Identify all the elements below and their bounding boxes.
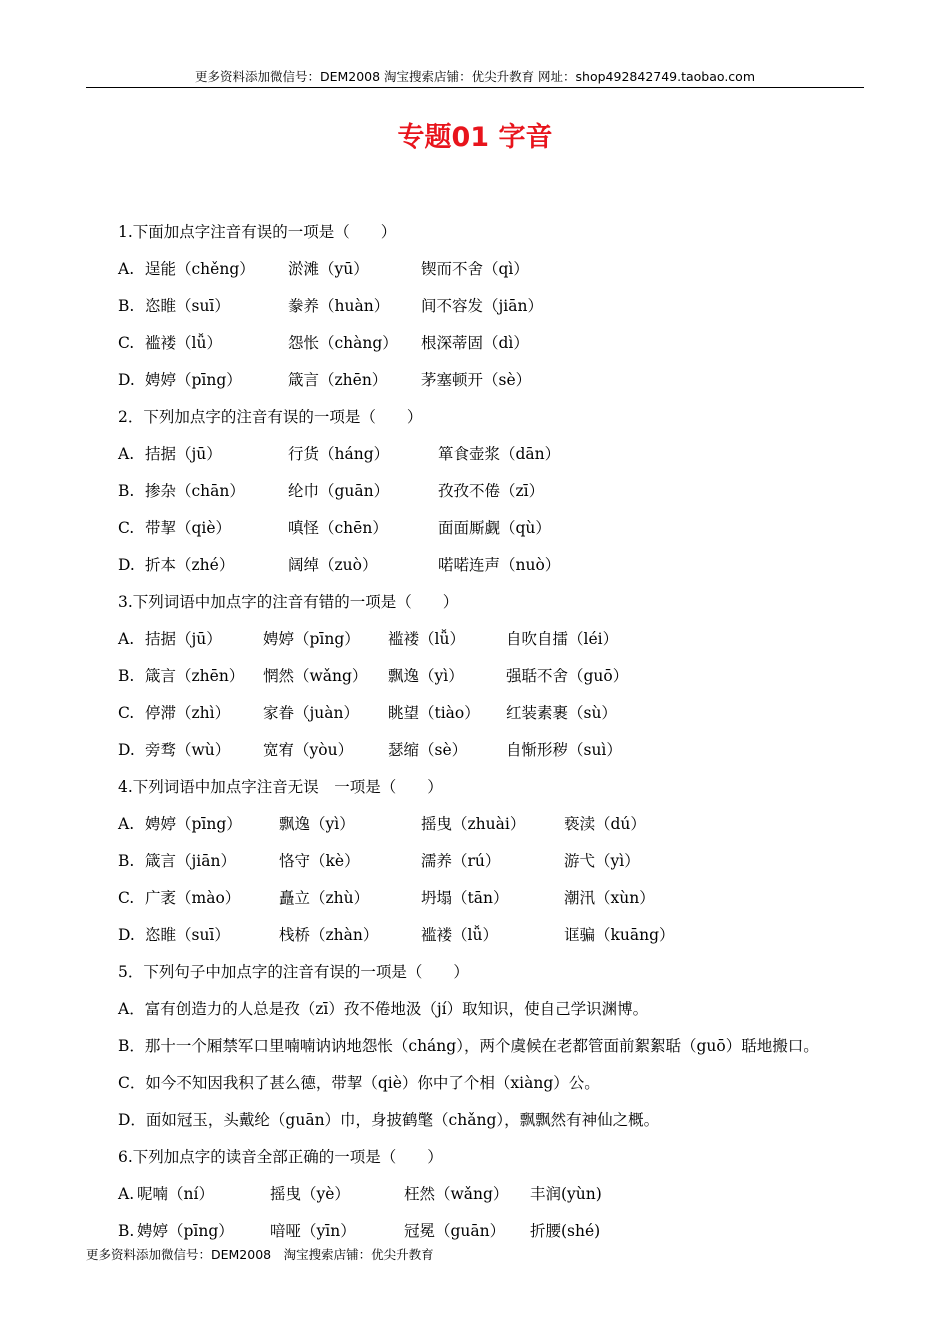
option-item: 豢养（huàn） <box>288 297 390 315</box>
option-row: A. 娉婷（pīng） 飘逸（yì） 摇曳（zhuài） 亵渎（dú） <box>118 810 898 847</box>
option-item: 间不容发（jiān） <box>421 297 543 315</box>
option-item: 折腰(shé) <box>530 1222 601 1240</box>
option-item: 箴言（zhēn） <box>288 371 388 389</box>
option-row: C. 褴褛（lǚ） 怨怅（chàng） 根深蒂固（dì） <box>118 329 898 366</box>
option-item: 宽宥（yòu） <box>263 741 354 759</box>
option-item: 丰润(yùn) <box>530 1185 602 1203</box>
option-row: B. 箴言（zhēn） 惘然（wǎng） 飘逸（yì） 强聒不舍（guō） <box>118 662 898 699</box>
option-item: 惘然（wǎng） <box>263 667 368 685</box>
option-item: 娉婷（pīng） <box>137 1222 234 1240</box>
option-item: 矗立（zhù） <box>279 889 370 907</box>
page-footer: 更多资料添加微信号：DEM2008 淘宝搜索店铺：优尖升教育 <box>86 1247 434 1262</box>
option-row: A. 拮据（jū） 行货（háng） 箪食壶浆（dān） <box>118 440 898 477</box>
header-divider <box>86 87 864 88</box>
option-item: 怨怅（chàng） <box>288 334 398 352</box>
page-header: 更多资料添加微信号：DEM2008 淘宝搜索店铺：优尖升教育 网址：shop492842749.taobao.com <box>194 69 756 84</box>
question-list <box>118 218 898 1254</box>
option-item: 广袤（mào） <box>145 889 241 907</box>
option-item: 恪守（kè） <box>279 852 360 870</box>
question-stem: 3.下列词语中加点字的注音有错的一项是（ ） <box>118 593 459 611</box>
option-item: 呢喃（ní） <box>137 1185 214 1203</box>
option-item: 眺望（tiào） <box>388 704 480 722</box>
option-item: 枉然（wǎng） <box>404 1185 509 1203</box>
option-item: 摇曳（yè） <box>270 1185 350 1203</box>
option-item: 褴褛（lǚ） <box>388 630 465 648</box>
option-item: 娉婷（pīng） <box>145 371 242 389</box>
option-item: 瑟缩（sè） <box>388 741 468 759</box>
option-row: A. 拮据（jū） 娉婷（pīng） 褴褛（lǚ） 自吹自擂（léi） <box>118 625 898 662</box>
option-item: 箴言（zhēn） <box>145 667 245 685</box>
sentence-option: B．那十一个厢禁军口里喃喃讷讷地怨怅（cháng），两个虞候在老都管面前絮絮聒（guō）聒地搬口。 <box>118 1037 819 1055</box>
option-item: 箪食壶浆（dān） <box>438 445 561 463</box>
option-item: 旁骛（wù） <box>145 741 231 759</box>
question-stem: 1.下面加点字注音有误的一项是（ ） <box>118 223 397 241</box>
option-item: 喏喏连声（nuò） <box>438 556 561 574</box>
option-row: D. 旁骛（wù） 宽宥（yòu） 瑟缩（sè） 自惭形秽（suì） <box>118 736 898 773</box>
option-row: D. 娉婷（pīng） 箴言（zhēn） 茅塞顿开（sè） <box>118 366 898 403</box>
question-stem: 5．下列句子中加点字的注音有误的一项是（ ） <box>118 963 469 981</box>
option-item: 诓骗（kuāng） <box>564 926 675 944</box>
option-item: 娉婷（pīng） <box>145 815 242 833</box>
option-item: 冠冕（guān） <box>404 1222 506 1240</box>
option-item: 红装素裹（sù） <box>506 704 617 722</box>
option-row: C. 广袤（mào） 矗立（zhù） 坍塌（tān） 潮汛（xùn） <box>118 884 898 921</box>
option-row: B. 恣睢（suī） 豢养（huàn） 间不容发（jiān） <box>118 292 898 329</box>
option-item: 面面厮觑（qù） <box>438 519 551 537</box>
sentence-option: D．面如冠玉，头戴纶（guān）巾，身披鹤氅（chǎng），飘飘然有神仙之概。 <box>118 1111 660 1129</box>
option-item: 摇曳（zhuài） <box>421 815 526 833</box>
option-item: 褴褛（lǚ） <box>421 926 498 944</box>
option-item: 坍塌（tān） <box>421 889 509 907</box>
option-item: 茅塞顿开（sè） <box>421 371 532 389</box>
option-item: 拮据（jū） <box>145 445 222 463</box>
option-item: 濡养（rú） <box>421 852 501 870</box>
option-item: 强聒不舍（guō） <box>506 667 629 685</box>
option-row: D. 折本（zhé） 阔绰（zuò） 喏喏连声（nuò） <box>118 551 898 588</box>
option-item: 娉婷（pīng） <box>263 630 360 648</box>
option-row: D. 恣睢（suī） 栈桥（zhàn） 褴褛（lǚ） 诓骗（kuāng） <box>118 921 898 958</box>
option-item: 飘逸（yì） <box>279 815 355 833</box>
sentence-option: A．富有创造力的人总是孜（zī）孜不倦地汲（jí）取知识，使自己学识渊博。 <box>118 1000 649 1018</box>
option-item: 家眷（juàn） <box>263 704 360 722</box>
option-item: 自吹自擂（léi） <box>506 630 619 648</box>
option-item: 纶巾（guān） <box>288 482 390 500</box>
option-item: 行货（háng） <box>288 445 390 463</box>
option-item: 逞能（chěng） <box>145 260 255 278</box>
option-item: 根深蒂固（dì） <box>421 334 529 352</box>
option-row: B. 娉婷（pīng） 喑哑（yīn） 冠冕（guān） 折腰(shé) <box>118 1217 898 1254</box>
option-row: C. 带挈（qiè） 嗔怪（chēn） 面面厮觑（qù） <box>118 514 898 551</box>
option-row: C. 停滞（zhì） 家眷（juàn） 眺望（tiào） 红装素裹（sù） <box>118 699 898 736</box>
option-row: B. 掺杂（chān） 纶巾（guān） 孜孜不倦（zī） <box>118 477 898 514</box>
question-stem: 6.下列加点字的读音全部正确的一项是（ ） <box>118 1148 443 1166</box>
sentence-option: C．如今不知因我积了甚么德，带挈（qiè）你中了个相（xiàng）公。 <box>118 1074 600 1092</box>
option-item: 喑哑（yīn） <box>270 1222 356 1240</box>
option-item: 恣睢（suī） <box>145 297 230 315</box>
question-stem: 2．下列加点字的注音有误的一项是（ ） <box>118 408 423 426</box>
option-item: 栈桥（zhàn） <box>279 926 379 944</box>
option-row: A. 逞能（chěng） 淤滩（yū） 锲而不舍（qì） <box>118 255 898 292</box>
option-item: 游弋（yì） <box>564 852 640 870</box>
option-item: 箴言（jiān） <box>145 852 236 870</box>
option-item: 掺杂（chān） <box>145 482 245 500</box>
option-item: 飘逸（yì） <box>388 667 464 685</box>
option-item: 拮据（jū） <box>145 630 222 648</box>
option-item: 孜孜不倦（zī） <box>438 482 545 500</box>
option-item: 淤滩（yū） <box>288 260 369 278</box>
option-item: 亵渎（dú） <box>564 815 646 833</box>
option-item: 潮汛（xùn） <box>564 889 655 907</box>
option-item: 褴褛（lǚ） <box>145 334 222 352</box>
option-item: 恣睢（suī） <box>145 926 230 944</box>
option-item: 嗔怪（chēn） <box>288 519 388 537</box>
option-item: 带挈（qiè） <box>145 519 232 537</box>
option-row: B. 箴言（jiān） 恪守（kè） 濡养（rú） 游弋（yì） <box>118 847 898 884</box>
option-item: 折本（zhé） <box>145 556 235 574</box>
option-row: A. 呢喃（ní） 摇曳（yè） 枉然（wǎng） 丰润(yùn) <box>118 1180 898 1217</box>
question-stem: 4.下列词语中加点字注音无误 一项是（ ） <box>118 778 443 796</box>
option-item: 停滞（zhì） <box>145 704 231 722</box>
option-item: 锲而不舍（qì） <box>421 260 529 278</box>
option-item: 阔绰（zuò） <box>288 556 378 574</box>
option-item: 自惭形秽（suì） <box>506 741 622 759</box>
page-title: 专题01 字音 <box>397 122 553 153</box>
